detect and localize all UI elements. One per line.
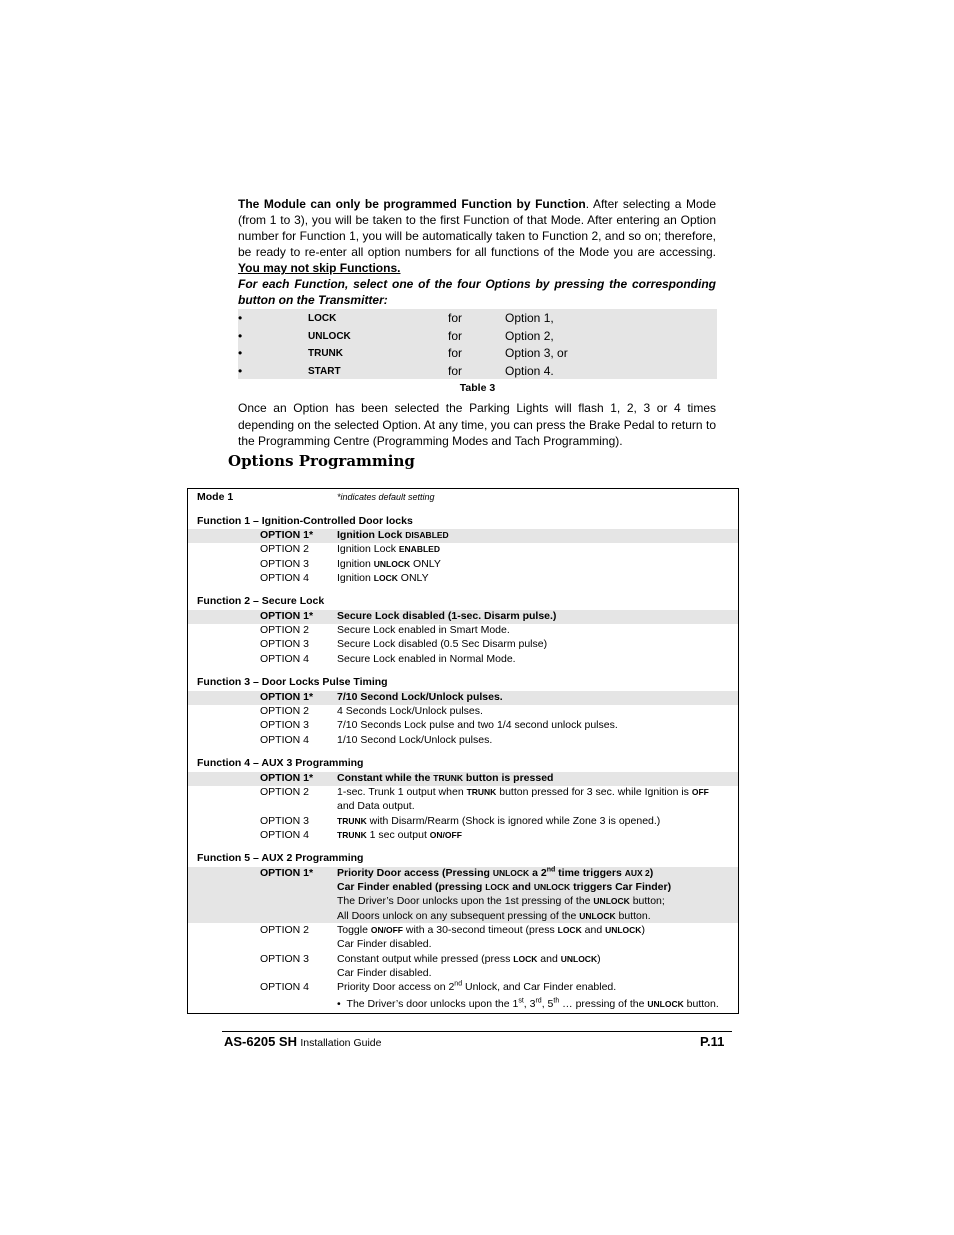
section-heading: Options Programming	[228, 452, 415, 470]
table-row: OPTION 1* Priority Door access (Pressing UNLOCK a 2nd time triggers AUX 2) Car Finder enabled (pressing LOCK and UNLOCK triggers Car Finder) The Driver’s Door unlocks upon the 1st pressing of the UNLOCK button; All Doors unlock on any subsequent pressing of the UNLOCK button.	[188, 867, 738, 923]
table-row: • The Driver’s door unlocks upon the 1st, 3rd, 5th … pressing of the UNLOCK button.	[337, 997, 719, 1010]
table-row: Car Finder disabled.	[337, 967, 432, 979]
body-paragraph: Once an Option has been selected the Parking Lights will flash 1, 2, 3 or 4 times depending on the selected Option. At any time, you can press the Brake Pedal to return to the Programming Centre (Programming Modes and Tach Programming).	[238, 401, 716, 448]
table-row: OPTION 2 1-sec. Trunk 1 output when TRUNK button pressed for 3 sec. while Ignition is OFF	[260, 786, 709, 798]
guide-label: Installation Guide	[300, 1037, 382, 1049]
table-row: OPTION 4 Secure Lock enabled in Normal Mode.	[260, 653, 516, 665]
table-row: OPTION 3 Secure Lock disabled (0.5 Sec Disarm pulse)	[260, 638, 548, 650]
table-row: • START for Option 4.	[238, 363, 554, 378]
table-row: Car Finder disabled.	[337, 938, 432, 950]
table-row: OPTION 3 TRUNK with Disarm/Rearm (Shock is ignored while Zone 3 is opened.)	[260, 815, 661, 827]
table-row: • LOCK for Option 1,	[238, 311, 554, 325]
function-title: Function 5 – AUX 2 Programming	[197, 852, 364, 864]
table-row: OPTION 1* 7/10 Second Lock/Unlock pulses.	[188, 691, 738, 705]
table-row: OPTION 1* Secure Lock disabled (1-sec. Disarm pulse.)	[188, 610, 738, 624]
button-option-table	[238, 309, 717, 379]
function-title: Function 3 – Door Locks Pulse Timing	[197, 676, 388, 688]
function-title: Function 4 – AUX 3 Programming	[197, 757, 364, 769]
footer-divider	[222, 1031, 732, 1032]
table-row: OPTION 2 Toggle ON/OFF with a 30-second timeout (press LOCK and UNLOCK)	[260, 924, 645, 936]
table-caption: Table 3	[459, 382, 496, 394]
options-table	[187, 488, 739, 1014]
function-title: Function 2 – Secure Lock	[197, 595, 325, 607]
table-row: OPTION 4 Ignition LOCK ONLY	[260, 572, 429, 584]
table-row: OPTION 4 Priority Door access on 2nd Unlock, and Car Finder enabled.	[260, 980, 617, 993]
table-row: • UNLOCK for Option 2,	[238, 328, 554, 343]
table-row: OPTION 2 Ignition Lock ENABLED	[260, 543, 440, 555]
mode-label: Mode 1	[197, 491, 234, 503]
table-row: and Data output.	[337, 800, 415, 812]
table-row: OPTION 3 Constant output while pressed (press LOCK and UNLOCK)	[260, 953, 601, 965]
table-row: OPTION 3 Ignition UNLOCK ONLY	[260, 558, 441, 570]
instruction-text: For each Function, select one of the four Options by pressing the corresponding button on the Transmitter:	[238, 277, 716, 307]
table-row: OPTION 4 TRUNK 1 sec output ON/OFF	[260, 829, 462, 841]
table-row: OPTION 3 7/10 Seconds Lock pulse and two 1/4 second unlock pulses.	[260, 719, 618, 731]
table-row: OPTION 1* Constant while the TRUNK button is pressed	[188, 772, 738, 786]
model-name: AS-6205 SH	[224, 1034, 297, 1049]
table-row: OPTION 1* Ignition Lock DISABLED	[188, 529, 738, 543]
table-row: • TRUNK for Option 3, or	[238, 346, 568, 360]
default-note: *indicates default setting	[337, 492, 435, 502]
function-title: Function 1 – Ignition-Controlled Door locks	[197, 515, 413, 527]
table-row: OPTION 4 1/10 Second Lock/Unlock pulses.	[260, 734, 493, 746]
table-row: OPTION 2 4 Seconds Lock/Unlock pulses.	[260, 705, 483, 717]
table-row: OPTION 2 Secure Lock enabled in Smart Mode.	[260, 624, 510, 636]
intro-paragraph: The Module can only be programmed Function by Function. After selecting a Mode (from 1 to 3), you will be taken to the first Function of that Mode. After entering an Option number for Function 1, you will be automatically taken to Function 2, and so on; therefore, be ready to re-enter all option numbers for all functions of the Mode you are accessing. You may not skip Functions. For each Function, select one of the four Options by pressing the corresponding button on the Transmitter:	[238, 197, 716, 307]
page-number: P.11	[700, 1034, 725, 1049]
footer-left	[224, 1034, 381, 1049]
